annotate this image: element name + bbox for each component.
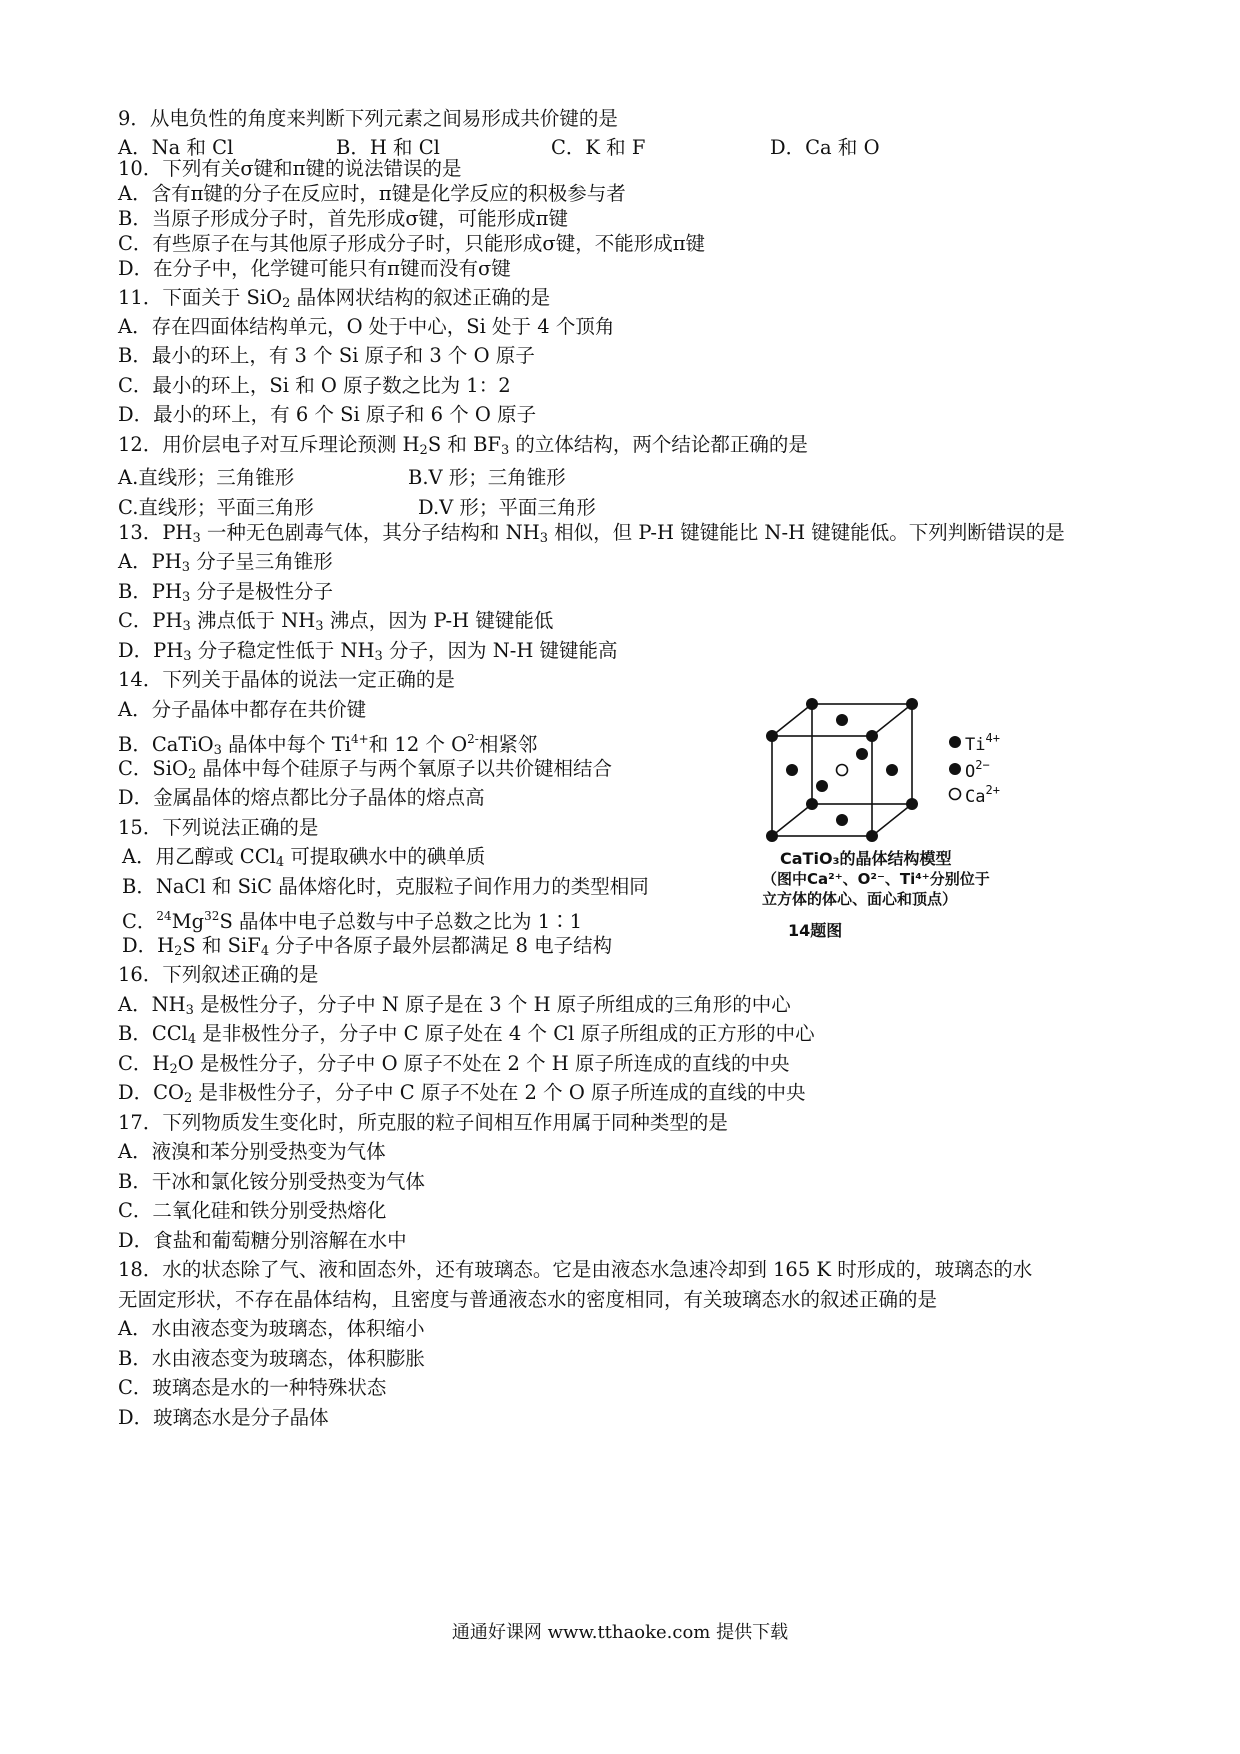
question-10-stem: 10．下列有关σ键和π键的说法错误的是 bbox=[118, 157, 462, 180]
question-17-stem: 17．下列物质发生变化时，所克服的粒子间相互作用属于同种类型的是 bbox=[118, 1111, 728, 1134]
q17-option-a: A．液溴和苯分别受热变为气体 bbox=[118, 1140, 386, 1163]
question-15-stem: 15．下列说法正确的是 bbox=[118, 816, 319, 839]
figure-number: 14题图 bbox=[788, 921, 843, 940]
q9-option-d: D．Ca 和 O bbox=[770, 136, 880, 159]
q14-option-d: D．金属晶体的熔点都比分子晶体的熔点高 bbox=[118, 786, 485, 809]
q18-option-b: B．水由液态变为玻璃态，体积膨胀 bbox=[118, 1347, 425, 1370]
q17-option-d: D．食盐和葡萄糖分别溶解在水中 bbox=[118, 1229, 407, 1252]
q9-option-c: C．K 和 F bbox=[551, 136, 646, 159]
q10-option-d: D．在分子中，化学键可能只有π键而没有σ键 bbox=[118, 257, 511, 280]
q15-option-d: D．$H_2S$ 和 SiF$_4$ 分子中各原子最外层都满足 8 电子结构 bbox=[122, 934, 613, 959]
q13-option-d: D．$PH_3$ 分子稳定性低于 $NH_3$ 分子，因为 N-H 键键能高 bbox=[118, 639, 618, 664]
q11-option-b: B．最小的环上，有 3 个 Si 原子和 3 个 O 原子 bbox=[118, 344, 535, 367]
q16-option-a: A．$NH_3$ 是极性分子，分子中 N 原子是在 3 个 H 原子所组成的三角形的中心 bbox=[118, 993, 791, 1018]
q12-option-a: A.直线形；三角锥形 bbox=[118, 466, 295, 489]
q17-option-c: C．二氧化硅和铁分别受热熔化 bbox=[118, 1199, 387, 1222]
question-11-stem: 11．下面关于 SiO$_2$ 晶体网状结构的叙述正确的是 bbox=[118, 286, 551, 311]
q16-option-c: C．$H_2O$ 是极性分子，分子中 O 原子不处在 2 个 H 原子所连成的直线的中央 bbox=[118, 1052, 790, 1077]
page-footer: 通通好课网 www.tthaoke.com 提供下载 bbox=[451, 1622, 789, 1643]
question-14-stem: 14．下列关于晶体的说法一定正确的是 bbox=[118, 668, 455, 691]
q15-option-b: B．NaCl 和 SiC 晶体熔化时，克服粒子间作用力的类型相同 bbox=[122, 875, 649, 898]
q9-option-a: A．Na 和 Cl bbox=[118, 136, 234, 159]
figure-caption-title: CaTiO₃的晶体结构模型 bbox=[780, 849, 952, 868]
question-12-stem: 12．用价层电子对互斥理论预测 $H_2S$ 和 $BF_3$ 的立体结构，两个结论都正确的是 bbox=[118, 433, 808, 458]
figure-caption-note-1: （图中Ca²⁺、O²⁻、Ti⁴⁺分别位于 bbox=[762, 870, 990, 888]
q14-option-c: C．SiO$_2$ 晶体中每个硅原子与两个氧原子以共价键相结合 bbox=[118, 757, 612, 782]
q12-option-c: C.直线形；平面三角形 bbox=[118, 496, 314, 519]
q18-option-c: C．玻璃态是水的一种特殊状态 bbox=[118, 1376, 387, 1399]
figure-caption-note-2: 立方体的体心、面心和顶点） bbox=[762, 890, 958, 908]
q15-option-a: A．用乙醇或 CCl$_4$ 可提取碘水中的碘单质 bbox=[122, 845, 486, 870]
q18-option-d: D．玻璃态水是分子晶体 bbox=[118, 1406, 329, 1429]
q17-option-b: B．干冰和氯化铵分别受热变为气体 bbox=[118, 1170, 425, 1193]
legend-o: $O^{2-}$ bbox=[965, 758, 990, 782]
q16-option-b: B．CCl$_4$ 是非极性分子，分子中 C 原子处在 4 个 Cl 原子所组成的正方形的中心 bbox=[118, 1022, 815, 1047]
question-16-stem: 16．下列叙述正确的是 bbox=[118, 963, 319, 986]
q13-option-b: B．$PH_3$ 分子是极性分子 bbox=[118, 580, 333, 605]
question-18-stem-line-2: 无固定形状，不存在晶体结构，且密度与普通液态水的密度相同，有关玻璃态水的叙述正确的是 bbox=[118, 1288, 938, 1311]
question-13-stem: 13．$PH_3$ 一种无色剧毒气体，其分子结构和 $NH_3$ 相似，但 P-H 键键能比 N-H 键键能低。下列判断错误的是 bbox=[118, 521, 1065, 546]
q10-option-b: B．当原子形成分子时，首先形成σ键，可能形成π键 bbox=[118, 207, 568, 230]
q13-option-c: C．$PH_3$ 沸点低于 $NH_3$ 沸点，因为 P-H 键键能低 bbox=[118, 609, 554, 634]
q12-option-d: D.V 形；平面三角形 bbox=[418, 496, 596, 519]
q14-option-b: B．CaTiO$_3$ 晶体中每个 $Ti^{4+}$和 12 个 $O^{2-}$相紧邻 bbox=[118, 732, 538, 758]
q11-option-c: C．最小的环上，Si 和 O 原子数之比为 1：2 bbox=[118, 374, 511, 397]
q13-option-a: A．$PH_3$ 分子呈三角锥形 bbox=[118, 550, 333, 575]
q11-option-a: A．存在四面体结构单元，O 处于中心，Si 处于 4 个顶角 bbox=[118, 315, 615, 338]
q9-option-b: B．H 和 Cl bbox=[336, 136, 440, 159]
legend-ca: $Ca^{2+}$ bbox=[965, 783, 1000, 807]
q14-option-a: A．分子晶体中都存在共价键 bbox=[118, 698, 367, 721]
q12-option-b: B.V 形；三角锥形 bbox=[408, 466, 566, 489]
q15-option-c: C．$^{24}$Mg$^{32}$S 晶体中电子总数与中子总数之比为 1∶1 bbox=[122, 909, 583, 933]
q10-option-a: A．含有π键的分子在反应时，π键是化学反应的积极参与者 bbox=[118, 182, 626, 205]
q10-option-c: C．有些原子在与其他原子形成分子时，只能形成σ键，不能形成π键 bbox=[118, 232, 706, 255]
question-18-stem-line-1: 18．水的状态除了气、液和固态外，还有玻璃态。它是由液态水急速冷却到 165 K 时形成的，玻璃态的水 bbox=[118, 1258, 1033, 1281]
catio3-crystal-figure bbox=[762, 696, 1052, 946]
q16-option-d: D．$CO_2$ 是非极性分子，分子中 C 原子不处在 2 个 O 原子所连成的直线的中央 bbox=[118, 1081, 806, 1106]
legend-ti: $Ti^{4+}$ bbox=[965, 731, 1000, 755]
q11-option-d: D．最小的环上，有 6 个 Si 原子和 6 个 O 原子 bbox=[118, 403, 537, 426]
question-9-stem: 9．从电负性的角度来判断下列元素之间易形成共价键的是 bbox=[118, 107, 618, 130]
q18-option-a: A．水由液态变为玻璃态，体积缩小 bbox=[118, 1317, 425, 1340]
